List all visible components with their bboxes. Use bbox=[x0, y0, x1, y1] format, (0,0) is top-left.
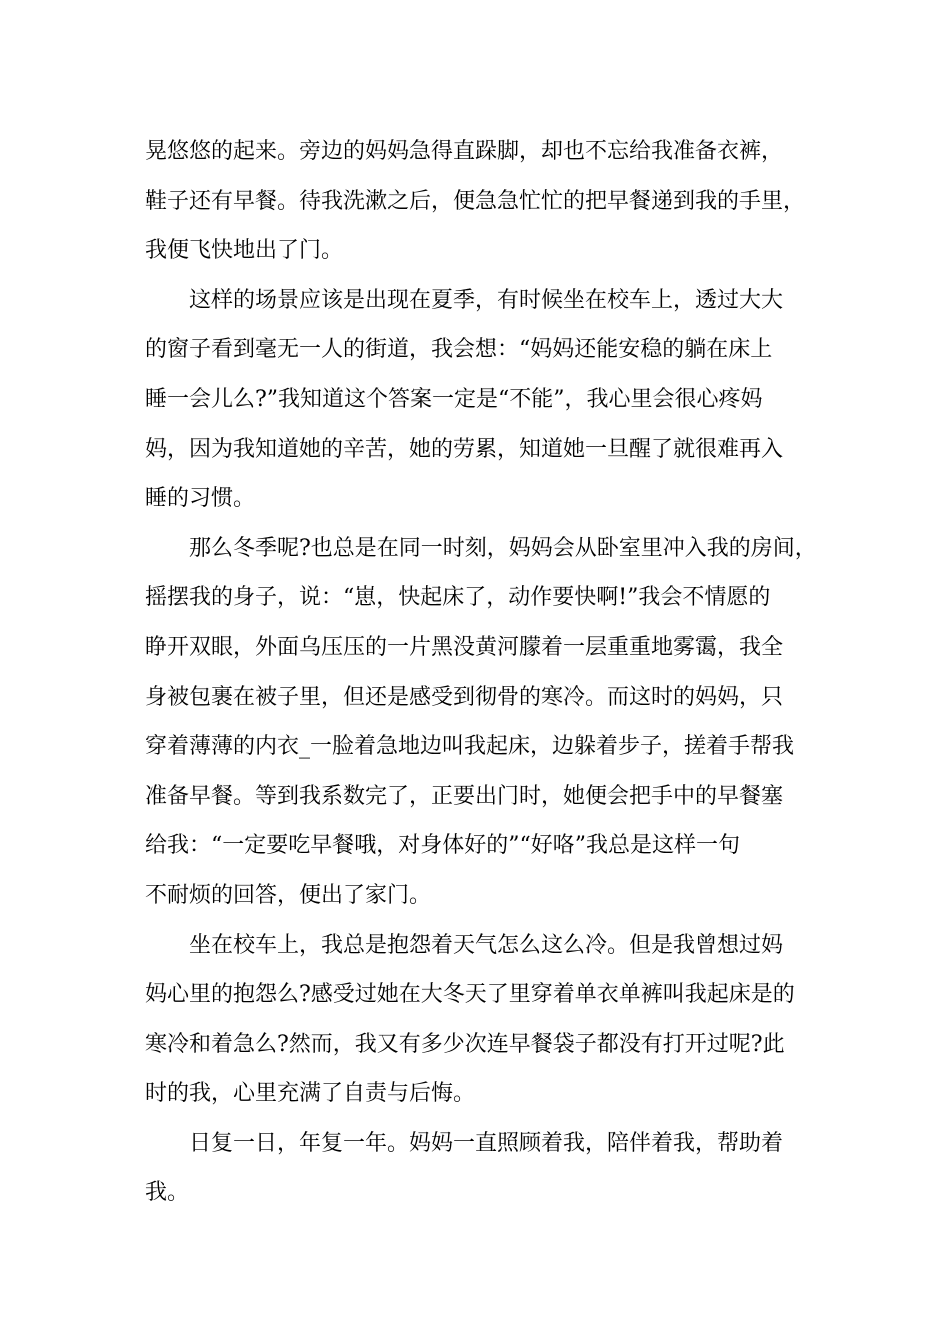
text-line: 我便飞快地出了门。 bbox=[145, 238, 344, 264]
text-line: 不耐烦的回答，便出了家门。 bbox=[145, 882, 432, 908]
text-line: 时的我，心里充满了自责与后悔。 bbox=[145, 1081, 476, 1107]
text-line: 睡一会儿么?”我知道这个答案一定是“不能”，我心里会很心疼妈 bbox=[145, 386, 763, 412]
text-line: 摇摆我的身子，说：“崽，快起床了，动作要快啊!”我会不情愿的 bbox=[145, 585, 771, 611]
text-line: 睁开双眼，外面乌压压的一片黑没黄河朦着一层重重地雾霭，我全 bbox=[145, 634, 784, 660]
paragraph-first-line: 这样的场景应该是出现在夏季，有时候坐在校车上，透过大大 bbox=[189, 287, 784, 313]
body-text bbox=[145, 127, 817, 1218]
text-line: 我。 bbox=[145, 1180, 190, 1206]
paragraph-first-line: 坐在校车上，我总是抱怨着天气怎么这么冷。但是我曾想过妈 bbox=[189, 932, 784, 958]
text-line: 给我：“一定要吃早餐哦，对身体好的”“好咯”我总是这样一句 bbox=[145, 833, 740, 859]
text-line: 身被包裹在被子里，但还是感受到彻骨的寒冷。而这时的妈妈，只 bbox=[145, 684, 784, 710]
text-line: 晃悠悠的起来。旁边的妈妈急得直跺脚，却也不忘给我准备衣裤， bbox=[145, 139, 784, 164]
text-line: 妈心里的抱怨么?感受过她在大冬天了里穿着单衣单裤叫我起床是的 bbox=[145, 982, 795, 1008]
text-line: 穿着薄薄的内衣_一脸着急地边叫我起床，边躲着步子，搓着手帮我 bbox=[145, 734, 795, 760]
text-line: 妈，因为我知道她的辛苦，她的劳累，知道她一旦醒了就很难再入 bbox=[145, 436, 784, 462]
text-line: 鞋子还有早餐。待我洗漱之后，便急急忙忙的把早餐递到我的手里， bbox=[145, 188, 806, 214]
text-line: 准备早餐。等到我系数完了，正要出门时，她便会把手中的早餐塞 bbox=[145, 783, 784, 809]
text-line: 寒冷和着急么?然而，我又有多少次连早餐袋子都没有打开过呢?此 bbox=[145, 1031, 785, 1057]
text-line: 睡的习惯。 bbox=[145, 486, 256, 512]
text-line: 的窗子看到毫无一人的街道，我会想：“妈妈还能安稳的躺在床上 bbox=[145, 337, 773, 363]
paragraph-first-line: 那么冬季呢?也总是在同一时刻，妈妈会从卧室里冲入我的房间， bbox=[189, 535, 817, 561]
paragraph-first-line: 日复一日，年复一年。妈妈一直照顾着我，陪伴着我，帮助着 bbox=[189, 1130, 784, 1156]
